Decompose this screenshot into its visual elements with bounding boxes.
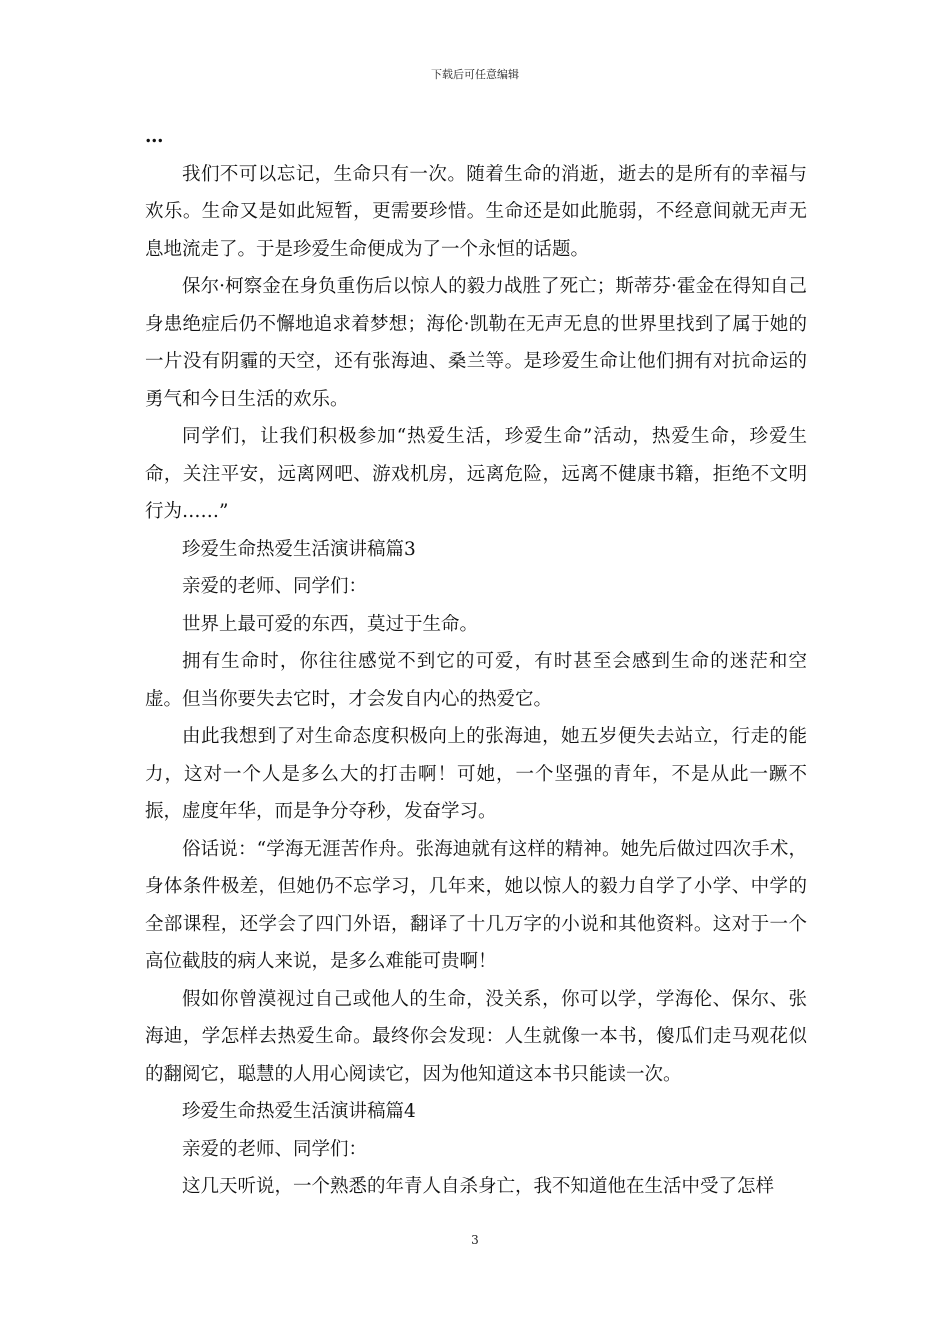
paragraph: 假如你曾漠视过自己或他人的生命，没关系，你可以学，学海伦、保尔、张海迪，学怎样去热爱生命。最终你会发现：人生就像一本书，傻瓜们走马观花似的翻阅它，聪慧的人用心阅读它，因为他知道这本书只能读一次。 — [145, 988, 807, 1085]
paragraph: 由此我想到了对生命态度积极向上的张海迪，她五岁便失去站立，行走的能力，这对一个人是多么大的打击啊！可她，一个坚强的青年，不是从此一蹶不振，虚度年华，而是争分夺秒，发奋学习。 — [145, 726, 807, 822]
paragraph: 拥有生命时，你往往感觉不到它的可爱，有时甚至会感到生命的迷茫和空虚。但当你要失去它时，才会发自内心的热爱它。 — [145, 651, 807, 710]
page-header: 下载后可任意编辑 — [431, 68, 519, 81]
document-body — [145, 118, 807, 1206]
section-title: 珍爱生命热爱生活演讲稿篇3 — [182, 538, 416, 560]
paragraph: 这几天听说，一个熟悉的年青人自杀身亡，我不知道他在生活中受了怎样 — [182, 1176, 775, 1197]
paragraph: 俗话说：“学海无涯苦作舟。张海迪就有这样的精神。她先后做过四次手术，身体条件极差，但她仍不忘学习，几年来，她以惊人的毅力自学了小学、中学的全部课程，还学会了四门外语，翻译了十几万字的小说和其他资料。这对于一个高位截肢的病人来说，是多么难能可贵啊！ — [145, 838, 807, 972]
continuation-ellipsis: … — [145, 126, 162, 147]
salutation: 亲爱的老师、同学们： — [182, 1138, 368, 1160]
paragraph: 我们不可以忘记，生命只有一次。随着生命的消逝，逝去的是所有的幸福与欢乐。生命又是如此短暂，更需要珍惜。生命还是如此脆弱，不经意间就无声无息地流走了。于是珍爱生命便成为了一个永恒的话题。 — [145, 163, 807, 260]
paragraph: 世界上最可爱的东西，莫过于生命。 — [182, 613, 479, 635]
section-title: 珍爱生命热爱生活演讲稿篇4 — [182, 1101, 416, 1122]
paragraph: 保尔·柯察金在身负重伤后以惊人的毅力战胜了死亡；斯蒂芬·霍金在得知自己身患绝症后仍不懈地追求着梦想；海伦·凯勒在无声无息的世界里找到了属于她的一片没有阴霾的天空，还有张海迪、桑兰等。是珍爱生命让他们拥有对抗命运的勇气和今日生活的欢乐。 — [145, 276, 807, 410]
salutation: 亲爱的老师、同学们： — [182, 576, 368, 597]
paragraph: 同学们，让我们积极参加“热爱生活，珍爱生命”活动，热爱生命，珍爱生命，关注平安，远离网吧、游戏机房，远离危险，远离不健康书籍，拒绝不文明行为……” — [145, 426, 807, 522]
page-number: 3 — [471, 1233, 479, 1247]
